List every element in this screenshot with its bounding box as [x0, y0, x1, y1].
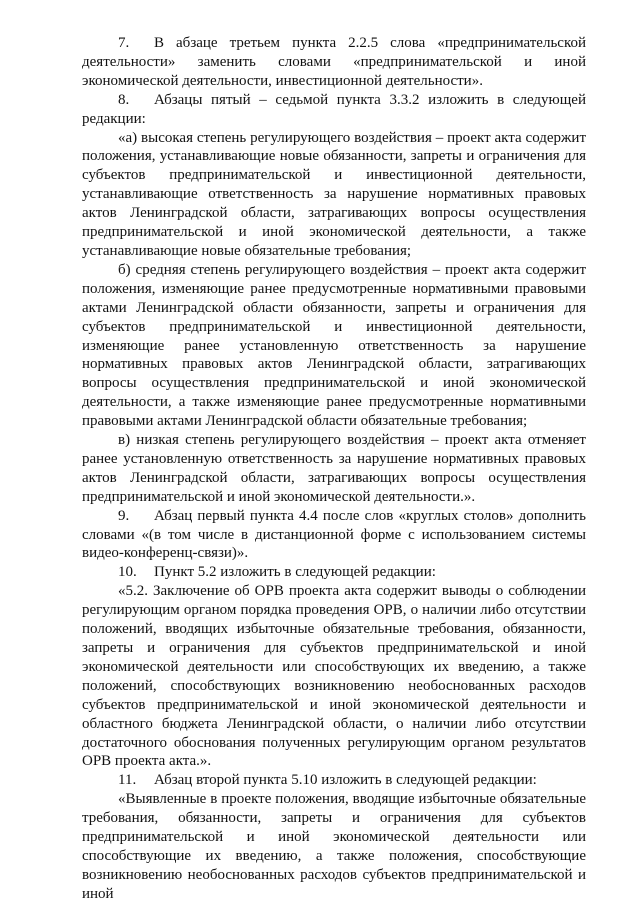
- paragraph-subitem-b: [82, 261, 586, 431]
- paragraph-number: 7.: [118, 35, 130, 51]
- paragraph-subitem-a: [82, 129, 586, 261]
- paragraph-number: 10.: [118, 564, 137, 581]
- paragraph-text: б) средняя степень регулирующего воздействия – проект акта содержит положения, изменяющие ранее предусмотренные нормативными правовыми актами Ленинградской области обязанности, запреты и ограничения для субъектов предпринимательской и инвестиционной деятельности, изменяющие ранее установленную ответственность за нарушение нормативных правовых актов Ленинградской области, затрагивающих вопросы осуществления предпринимательской и иной экономической деятельности, а также изменяющие ранее предусмотренные нормативными правовыми актами Ленинградской области обязательные требования;: [82, 261, 586, 430]
- paragraph-text: Абзацы пятый – седьмой пункта 3.3.2 изложить в следующей редакции:: [82, 91, 586, 127]
- paragraph-quote-5-10: [82, 790, 586, 903]
- document-body: [82, 34, 586, 904]
- paragraph-number: 11.: [118, 772, 137, 789]
- paragraph-item-7: [82, 34, 586, 91]
- paragraph-item-10: [82, 563, 586, 582]
- paragraph-subitem-v: [82, 431, 586, 507]
- paragraph-text: «5.2. Заключение об ОРВ проекта акта содержит выводы о соблюдении регулирующим органом порядка проведения ОРВ, о наличии либо отсутствии положений, вводящих избыточные обязательные требования, обязанности, запреты и ограничения для субъектов предпринимательской и иной экономической деятельности или способствующих их введению, а также положений, способствующих возникновению необоснованных расходов субъектов предпринимательской и иной экономической деятельности и областного бюджета Ленинградской области, о наличии либо отсутствии достаточного обоснования полученных регулирующим органом результатов ОРВ проекта акта.».: [82, 583, 586, 770]
- paragraph-item-9: [82, 507, 586, 564]
- paragraph-item-8: [82, 91, 586, 129]
- paragraph-number: 8.: [118, 91, 130, 108]
- paragraph-text: В абзаце третьем пункта 2.2.5 слова «предпринимательской деятельности» заменить словами «предпринимательской и иной экономической деятельности, инвестиционной деятельности».: [82, 35, 586, 89]
- paragraph-text: «Выявленные в проекте положения, вводящие избыточные обязательные требования, обязанности, запреты и ограничения для субъектов предпринимательской и иной экономической деятельности или способствующие их введению, а также положения, способствующие возникновению необоснованных расходов субъектов предпринимательской и иной: [82, 791, 586, 902]
- paragraph-number: 9.: [118, 507, 130, 524]
- paragraph-text: Абзац второй пункта 5.10 изложить в следующей редакции:: [154, 772, 537, 789]
- paragraph-quote-5-2: [82, 582, 586, 771]
- paragraph-text: Абзац первый пункта 4.4 после слов «круглых столов» дополнить словами «(в том числе в дистанционной форме с использованием системы видео-конференц-связи)».: [82, 507, 586, 562]
- paragraph-text: в) низкая степень регулирующего воздействия – проект акта отменяет ранее установленную ответственность за нарушение нормативных правовых актов Ленинградской области, затрагивающих вопросы осуществления предпринимательской и иной экономической деятельности.».: [82, 432, 586, 505]
- paragraph-item-11: [82, 771, 586, 790]
- paragraph-text: «а) высокая степень регулирующего воздействия – проект акта содержит положения, устанавливающие новые обязанности, запреты и ограничения для субъектов предпринимательской и инвестиционной деятельности, устанавливающие ответственность за нарушение нормативных правовых актов Ленинградской области, затрагивающих вопросы осуществления предпринимательской и иной экономической деятельности, а также устанавливающие новые обязательные требования;: [82, 129, 586, 259]
- paragraph-text: Пункт 5.2 изложить в следующей редакции:: [154, 564, 436, 581]
